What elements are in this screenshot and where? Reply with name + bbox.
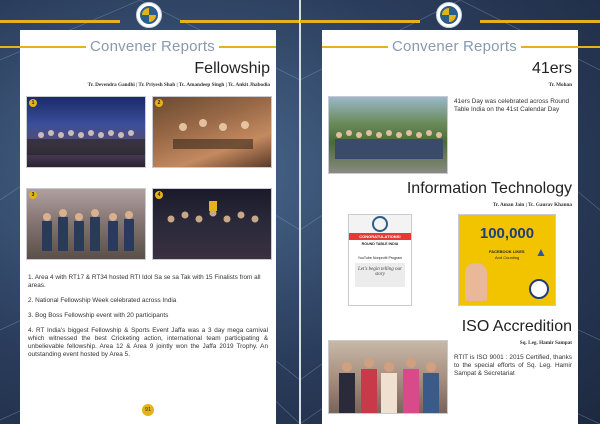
left-page	[20, 30, 276, 424]
right-page-header	[300, 0, 600, 30]
round-table-logo-icon	[349, 215, 411, 233]
section-heading-41ers: 41ers	[531, 60, 572, 77]
book-spine	[299, 0, 301, 424]
photo-fellowship-week	[152, 96, 272, 168]
byline: Sq. Leg. Hamir Sampat	[519, 340, 572, 346]
photo-jaffa-trophy	[152, 188, 272, 260]
poster-youtube-nonprofit	[348, 214, 412, 306]
section-heading-iso: ISO Accredition	[461, 318, 572, 335]
photo-bog-boss	[26, 188, 146, 260]
photo-number-badge: 1	[29, 99, 37, 107]
round-table-logo-icon	[136, 2, 162, 28]
section-title: Convener Reports	[388, 38, 521, 55]
section-heading-it: Information Technology	[406, 180, 572, 197]
list-item: 2. National Fellowship Week celebrated across India	[28, 297, 177, 304]
iso-description: RTIT is ISO 9001 : 2015 Certified, thanks to the special efforts of Sq. Leg. Hamir Sampat & Secretariat	[454, 354, 572, 377]
likes-number: 100,000	[479, 225, 535, 242]
gold-accent-bar	[300, 20, 420, 23]
list-item: 3. Bog Boss Fellowship event with 20 participants	[28, 312, 169, 319]
poster-program: YouTube Nonprofit Program	[357, 256, 403, 260]
round-table-logo-icon	[529, 279, 549, 299]
left-page-header	[0, 0, 300, 30]
byline: Tr. Devendra Gandhi | Tr. Priyesh Shah | Tc. Amandeep Singh | Tc. Ankit Jhabodia	[87, 82, 270, 88]
photo-number-badge: 2	[155, 99, 163, 107]
section-title: Convener Reports	[86, 38, 219, 55]
poster-facebook-likes	[458, 214, 556, 306]
photo-iso-certificate	[328, 340, 448, 414]
byline: Tr. Aman Jain | Tc. Gaurav Khanna	[492, 202, 572, 208]
likes-label: FACEBOOK LIKES	[489, 249, 525, 254]
photo-41ers-group	[328, 96, 448, 174]
gold-accent-bar	[480, 20, 600, 23]
right-page	[322, 30, 578, 424]
photo-number-badge: 3	[29, 191, 37, 199]
list-item: 1. Area 4 with RT17 & RT34 hosted RTI Idol Sa se sa Tak with 15 Finalists from all areas.	[28, 274, 261, 289]
thumbs-up-icon: ▲	[535, 245, 547, 259]
page-number: 91	[142, 404, 154, 416]
poster-congrats: CONGRATULATIONS!	[349, 233, 411, 240]
photo-idol-finalists	[26, 96, 146, 168]
poster-org: ROUND TABLE INDIA	[361, 242, 399, 246]
byline: Tr. Mohan	[548, 82, 572, 88]
gold-accent-bar	[0, 20, 120, 23]
41ers-description: 41ers Day was celebrated across Round Table India on the 41st Calendar Day	[454, 98, 570, 113]
poster-script: Let's begin telling our story	[355, 263, 405, 287]
list-item: 4. RT India's biggest Fellowship & Sports Event Jaffa was a 3 day mega carnival which witnessed the best Cricketing action, international team participating & unbelievable fellowship. Area 12 & Area 9 jointly won the Jaffa 2019 Trophy. An outstanding event hosted by Area 5.	[28, 327, 268, 358]
page-heading: Fellowship	[194, 60, 270, 77]
likes-sub: And Counting	[495, 255, 520, 260]
gold-accent-bar	[180, 20, 300, 23]
child-figure	[465, 263, 487, 301]
fellowship-list	[28, 274, 268, 366]
round-table-logo-icon	[436, 2, 462, 28]
photo-number-badge: 4	[155, 191, 163, 199]
